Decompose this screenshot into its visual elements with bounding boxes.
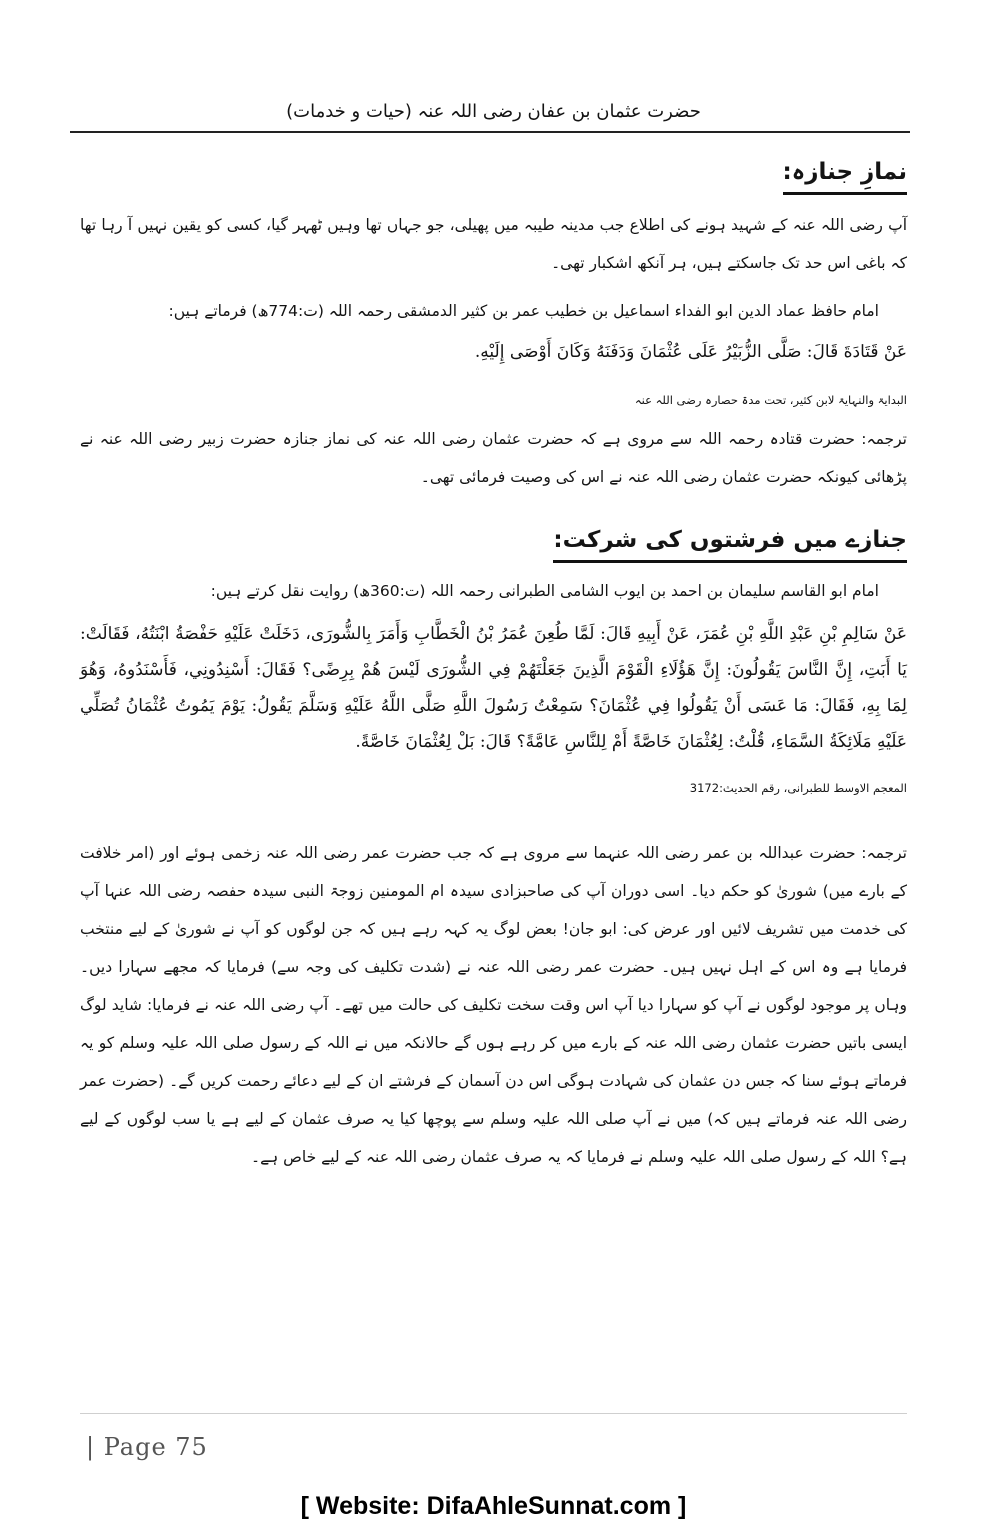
section-heading-funeral-prayer: نمازِ جنازہ:	[783, 156, 907, 195]
translation-paragraph-1: ترجمہ: حضرت قتادہ رحمہ اللہ سے مروی ہے کہ حضرت عثمان رضی اللہ عنہ کی نماز جنازہ حضرت زبیر رضی اللہ عنہ نے پڑھائی کیونکہ حضرت عثمان رضی اللہ عنہ نے اس کی وصیت فرمائی تھی۔	[80, 430, 907, 486]
header-rule	[70, 131, 910, 133]
section-heading-angels-at-funeral: جنازے میں فرشتوں کی شرکت:	[553, 524, 907, 563]
footer-rule	[80, 1413, 907, 1414]
arabic-text-qatadah: عَنْ قَتَادَةَ قَالَ: صَلَّى الزُّبَيْرُ عَلَى عُثْمَانَ وَدَفَنَهُ وَكَانَ أَوْصَى إِلَيْهِ.	[474, 342, 907, 362]
reference-al-bidayah: البدایۃ والنہایۃ لابن کثیر، تحت مدۃ حصارہ رضی اللہ عنہ	[634, 393, 907, 407]
intro-paragraph: آپ رضی اللہ عنہ کے شہید ہونے کی اطلاع جب مدینہ طیبہ میں پھیلی، جو جہاں تھا وہیں ٹھہر گیا، کسی کو یقین نہیں آ رہا تھا کہ باغی اس حد تک جاسکتے ہیں، ہر آنکھ اشکبار تھی۔	[80, 216, 907, 272]
narrator-line-tabarani: امام ابو القاسم سلیمان بن احمد بن ایوب الشامی الطبرانی رحمہ اللہ (ت:360ھ) روایت نقل کرتے ہیں:	[210, 582, 879, 600]
page-number: | Page 75	[86, 1433, 208, 1461]
arabic-hadith-salim: عَنْ سَالِمِ بْنِ عَبْدِ اللَّهِ بْنِ عُمَرَ، عَنْ أَبِيهِ قَالَ: لَمَّا طُعِنَ عُمَرُ بْنُ الْخَطَّابِ وَأَمَرَ بِالشُّورَى، دَخَلَتْ عَلَيْهِ حَفْصَةُ ابْنَتُهُ، فَقَالَتْ: يَا أَبَتِ، إِنَّ النَّاسَ يَقُولُونَ: إِنَّ هَؤُلَاءِ الْقَوْمَ الَّذِينَ جَعَلْتَهُمْ فِي الشُّورَى لَيْسَ هُمْ بِرِضًى؟ فَقَالَ: أَسْنِدُونِي، فَأَسْنَدُوهُ، وَهُوَ لِمَا بِهِ، فَقَالَ: مَا عَسَى أَنْ يَقُولُوا فِي عُثْمَانَ؟ سَمِعْتُ رَسُولَ اللَّهِ صَلَّى اللَّهُ عَلَيْهِ وَسَلَّمَ يَقُولُ: يَوْمَ يَمُوتُ عُثْمَانُ تُصَلِّي عَلَيْهِ مَلَائِكَةُ السَّمَاءِ، قُلْتُ: لِعُثْمَانَ خَاصَّةً أَمْ لِلنَّاسِ عَامَّةً؟ قَالَ: بَلْ لِعُثْمَانَ خَاصَّةً.	[80, 624, 907, 752]
website-banner: [ Website: DifaAhleSunnat.com ]	[300, 1492, 687, 1520]
running-header: حضرت عثمان بن عفان رضی اللہ عنہ (حیات و خدمات)	[286, 101, 701, 122]
translation-paragraph-2: ترجمہ: حضرت عبداللہ بن عمر رضی اللہ عنہما سے مروی ہے کہ جب حضرت عمر رضی اللہ عنہ زخمی ہوئے اور (امر خلافت کے بارے میں) شوریٰ کو حکم دیا۔ اسی دوران آپ کی صاحبزادی سیدہ ام المومنین زوجۃ النبی سیدہ حفصہ رضی اللہ عنہا آپ کی خدمت میں تشریف لائیں اور عرض کی: ابو جان! بعض لوگ یہ کہہ رہے ہیں کہ جن لوگوں کو آپ نے شوریٰ کے لیے منتخب فرمایا ہے وہ اس کے اہل نہیں ہیں۔ حضرت عمر رضی اللہ عنہ نے (شدت تکلیف کی وجہ سے) فرمایا کہ مجھے سہارا دیں۔ وہاں پر موجود لوگوں نے آپ کو سہارا دیا آپ اس وقت سخت تکلیف کی حالت میں تھے۔ آپ رضی اللہ عنہ نے فرمایا: شاید لوگ ایسی باتیں حضرت عثمان رضی اللہ عنہ کے بارے میں کر رہے ہوں گے حالانکہ میں نے اللہ کے رسول صلی اللہ علیہ وسلم کو یہ فرماتے ہوئے سنا کہ جس دن عثمان کی شہادت ہوگی اس دن آسمان کے فرشتے ان کے لیے دعائے رحمت کریں گے۔ (حضرت عمر رضی اللہ عنہ فرماتے ہیں کہ) میں نے آپ صلی اللہ علیہ وسلم سے پوچھا کیا یہ صرف عثمان کے لیے ہے یا سب لوگوں کے لیے ہے؟ اللہ کے رسول صلی اللہ علیہ وسلم نے فرمایا کہ یہ صرف عثمان رضی اللہ عنہ کے لیے خاص ہے۔	[80, 844, 907, 1166]
narrator-line-ibn-kathir: امام حافظ عماد الدین ابو الفداء اسماعیل بن خطیب عمر بن کثیر الدمشقی رحمہ اللہ (ت:774ھ) فرماتے ہیں:	[168, 302, 879, 320]
reference-mujam-awsat: المعجم الاوسط للطبرانی، رقم الحدیث:3172	[689, 781, 907, 795]
